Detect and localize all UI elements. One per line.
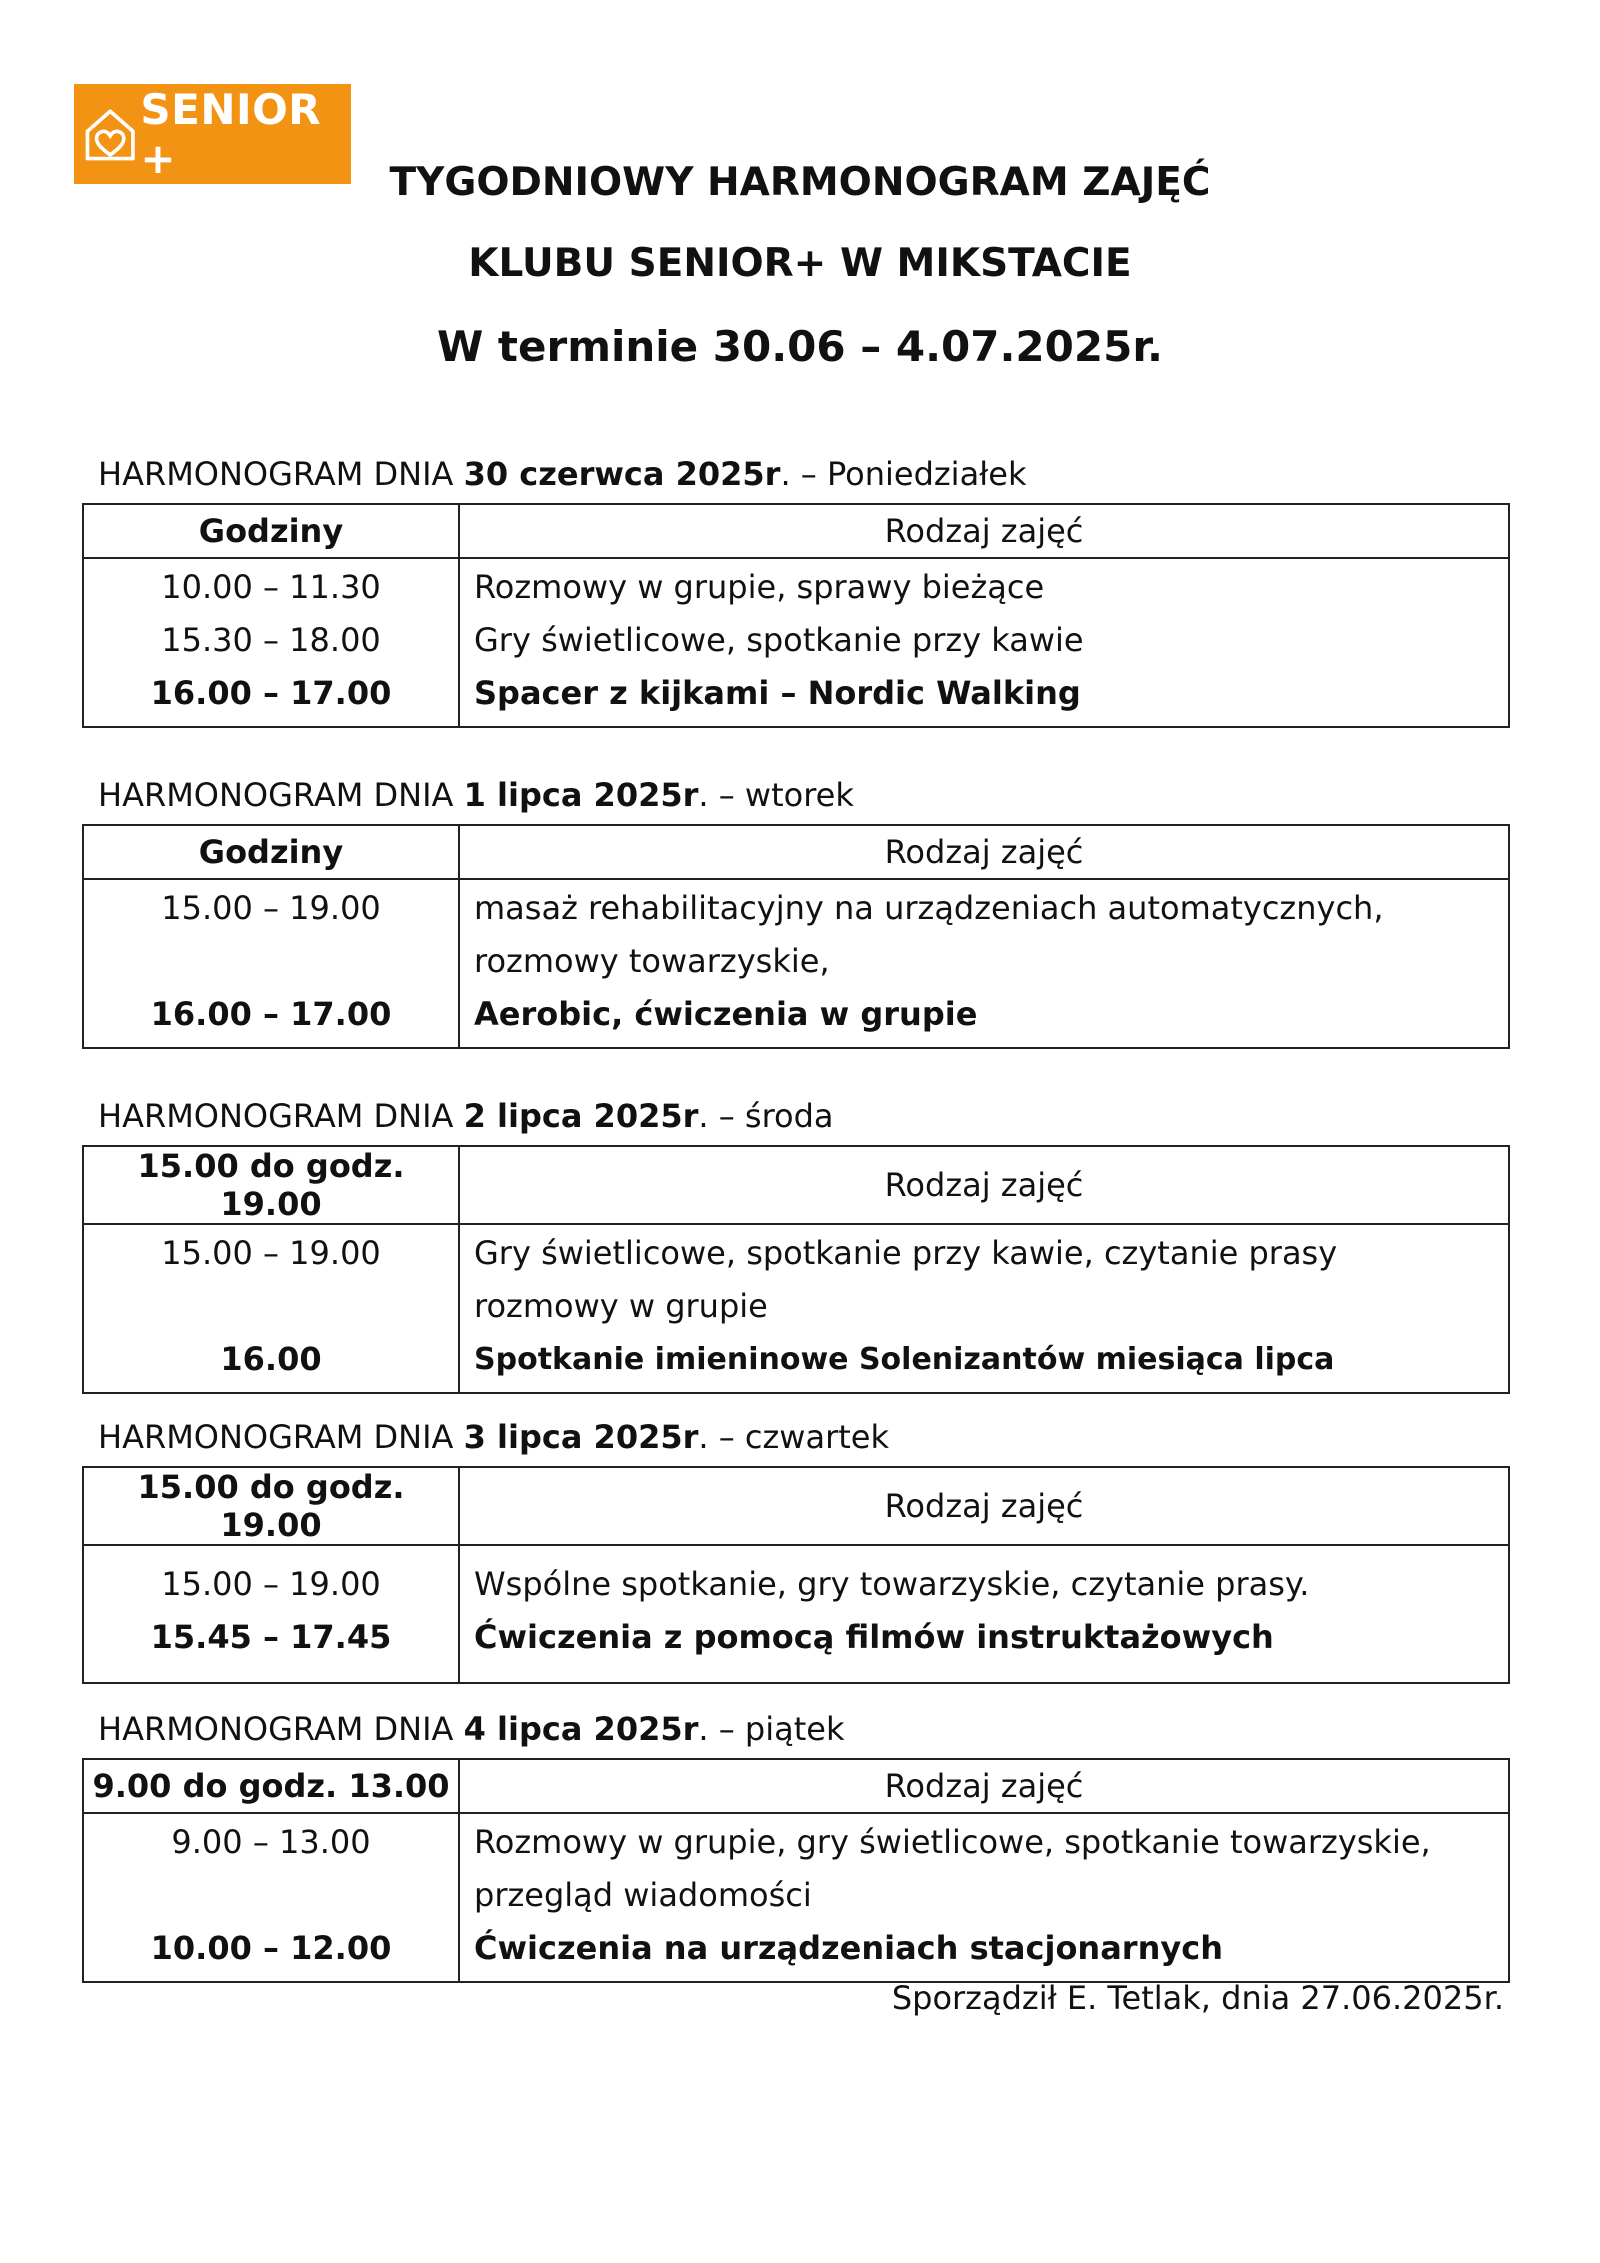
day-heading: HARMONOGRAM DNIA 1 lipca 2025r. – wtorek — [98, 776, 854, 814]
column-header-activity: Rodzaj zajęć — [459, 504, 1509, 558]
activity: Rozmowy w grupie, gry świetlicowe, spotkanie towarzyskie, — [474, 1823, 1431, 1861]
column-header-activity: Rodzaj zajęć — [459, 825, 1509, 879]
column-header-time: Godziny — [83, 504, 459, 558]
table-header-row — [83, 1467, 1509, 1545]
time-slot — [84, 1869, 458, 1922]
schedule-table — [82, 824, 1510, 1049]
activity: Ćwiczenia na urządzeniach stacjonarnych — [474, 1929, 1223, 1967]
activity: Aerobic, ćwiczenia w grupie — [474, 995, 978, 1033]
day-heading: HARMONOGRAM DNIA 2 lipca 2025r. – środa — [98, 1097, 834, 1135]
activity: Ćwiczenia z pomocą filmów instruktażowych — [474, 1618, 1274, 1656]
activity: Spacer z kijkami – Nordic Walking — [474, 674, 1081, 712]
logo-text: SENIOR + — [140, 85, 322, 183]
column-header-activity: Rodzaj zajęć — [459, 1759, 1509, 1813]
column-header-time: Godziny — [83, 825, 459, 879]
time-slot: 10.00 – 12.00 — [150, 1929, 392, 1967]
time-slot: 16.00 – 17.00 — [150, 674, 392, 712]
time-slot — [84, 1280, 458, 1333]
time-slot: 16.00 — [220, 1340, 322, 1378]
table-header-row — [83, 1146, 1509, 1224]
page-title: TYGODNIOWY HARMONOGRAM ZAJĘĆ — [389, 160, 1211, 205]
activity: Gry świetlicowe, spotkanie przy kawie — [474, 621, 1084, 659]
table-header-row — [83, 825, 1509, 879]
activity: Wspólne spotkanie, gry towarzyskie, czytanie prasy. — [474, 1565, 1310, 1603]
time-slot: 15.45 – 17.45 — [150, 1618, 392, 1656]
activity: Gry świetlicowe, spotkanie przy kawie, czytanie prasy — [474, 1234, 1338, 1272]
schedule-table — [82, 1145, 1510, 1394]
column-header-time: 15.00 do godz. 19.00 — [83, 1146, 459, 1224]
time-slot — [84, 935, 458, 988]
activity: rozmowy towarzyskie, — [474, 942, 830, 980]
date-range: W terminie 30.06 – 4.07.2025r. — [436, 322, 1164, 371]
column-header-activity: Rodzaj zajęć — [459, 1467, 1509, 1545]
prepared-by-note: Sporządził E. Tetlak, dnia 27.06.2025r. — [891, 1979, 1504, 2017]
column-header-time: 9.00 do godz. 13.00 — [83, 1759, 459, 1813]
table-row — [83, 1224, 1509, 1393]
table-row — [83, 558, 1509, 727]
house-heart-icon — [82, 101, 138, 167]
day-heading: HARMONOGRAM DNIA 4 lipca 2025r. – piątek — [98, 1710, 845, 1748]
table-header-row — [83, 504, 1509, 558]
schedule-table — [82, 1466, 1510, 1684]
page-subtitle: KLUBU SENIOR+ W MIKSTACIE — [468, 241, 1132, 286]
table-row — [83, 1813, 1509, 1982]
time-slot: 15.00 – 19.00 — [161, 1234, 381, 1272]
time-slot: 15.00 – 19.00 — [161, 1565, 381, 1603]
day-heading: HARMONOGRAM DNIA 30 czerwca 2025r. – Poniedziałek — [98, 455, 1027, 493]
column-header-activity: Rodzaj zajęć — [459, 1146, 1509, 1224]
activity: rozmowy w grupie — [474, 1287, 768, 1325]
table-header-row — [83, 1759, 1509, 1813]
table-row — [83, 879, 1509, 1048]
schedule-table — [82, 1758, 1510, 1983]
column-header-time: 15.00 do godz. 19.00 — [83, 1467, 459, 1545]
time-slot: 9.00 – 13.00 — [171, 1823, 371, 1861]
time-slot: 10.00 – 11.30 — [161, 568, 381, 606]
table-row — [83, 1545, 1509, 1683]
activity: masaż rehabilitacyjny na urządzeniach automatycznych, — [474, 889, 1384, 927]
activity: Rozmowy w grupie, sprawy bieżące — [474, 568, 1045, 606]
activity: przegląd wiadomości — [474, 1876, 812, 1914]
activity: Spotkanie imieninowe Solenizantów miesiąca lipca — [474, 1342, 1335, 1377]
day-heading: HARMONOGRAM DNIA 3 lipca 2025r. – czwartek — [98, 1418, 889, 1456]
time-slot: 15.00 – 19.00 — [161, 889, 381, 927]
schedule-table — [82, 503, 1510, 728]
time-slot: 16.00 – 17.00 — [150, 995, 392, 1033]
time-slot: 15.30 – 18.00 — [161, 621, 381, 659]
